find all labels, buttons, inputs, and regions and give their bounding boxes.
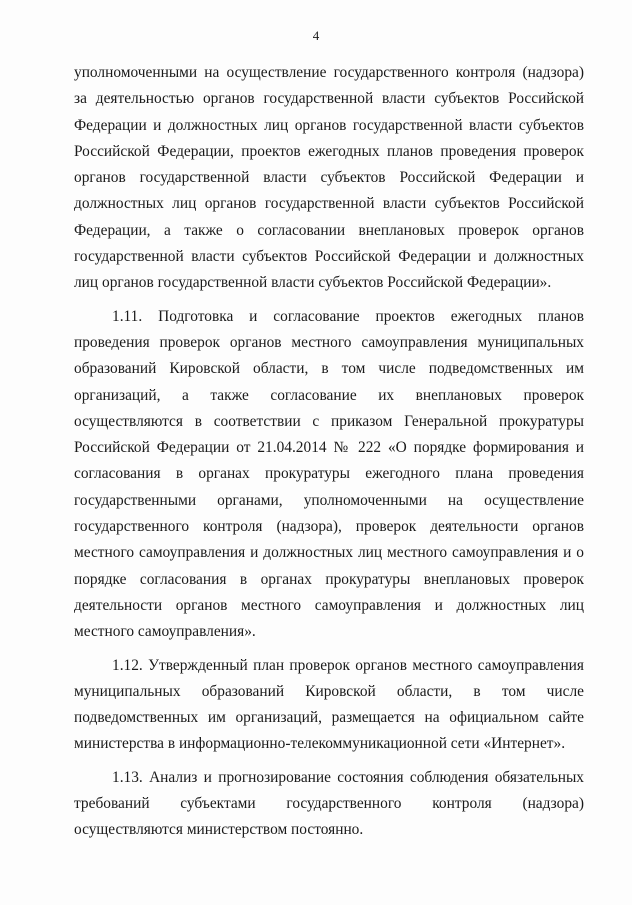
paragraph-1-12: 1.12. Утвержденный план проверок органов местного самоуправления муниципальных образований Кировской области, в том числе подведомственных им организаций, размещается на официальном сайте министерства в информационно-телекоммуникационной сети «Интернет». xyxy=(74,656,584,753)
page-number: 4 xyxy=(312,28,320,43)
document-body xyxy=(74,60,584,844)
paragraph-1-13: 1.13. Анализ и прогнозирование состояния соблюдения обязательных требований субъектами государственного контроля (надзора) осуществляются министерством постоянно. xyxy=(74,768,584,839)
paragraph-1-11: 1.11. Подготовка и согласование проектов ежегодных планов проведения проверок органов местного самоуправления муниципальных образований Кировской области, в том числе подведомственных им организаций, а также согласование их внеплановых проверок осуществляются в соответствии с приказом Генеральной прокуратуры Российской Федерации от 21.04.2014 № 222 «О порядке формирования и согласования в органах прокуратуры ежегодного плана проведения государственными органами, уполномоченными на осуществление государственного контроля (надзора), проверок деятельности органов местного самоуправления и должностных лиц местного самоуправления и о порядке согласования в органах прокуратуры внеплановых проверок деятельности органов местного самоуправления и должностных лиц местного самоуправления». xyxy=(74,307,584,641)
paragraph-continuation: уполномоченными на осуществление государственного контроля (надзора) за деятельностью органов государственной власти субъектов Российской Федерации и должностных лиц органов государственной власти субъектов Российской Федерации, проектов ежегодных планов проведения проверок органов государственной власти субъектов Российской Федерации и должностных лиц органов государственной власти субъектов Российской Федерации, а также о согласовании внеплановых проверок органов государственной власти субъектов Российской Федерации и должностных лиц органов государственной власти субъектов Российской Федерации». xyxy=(74,64,584,292)
